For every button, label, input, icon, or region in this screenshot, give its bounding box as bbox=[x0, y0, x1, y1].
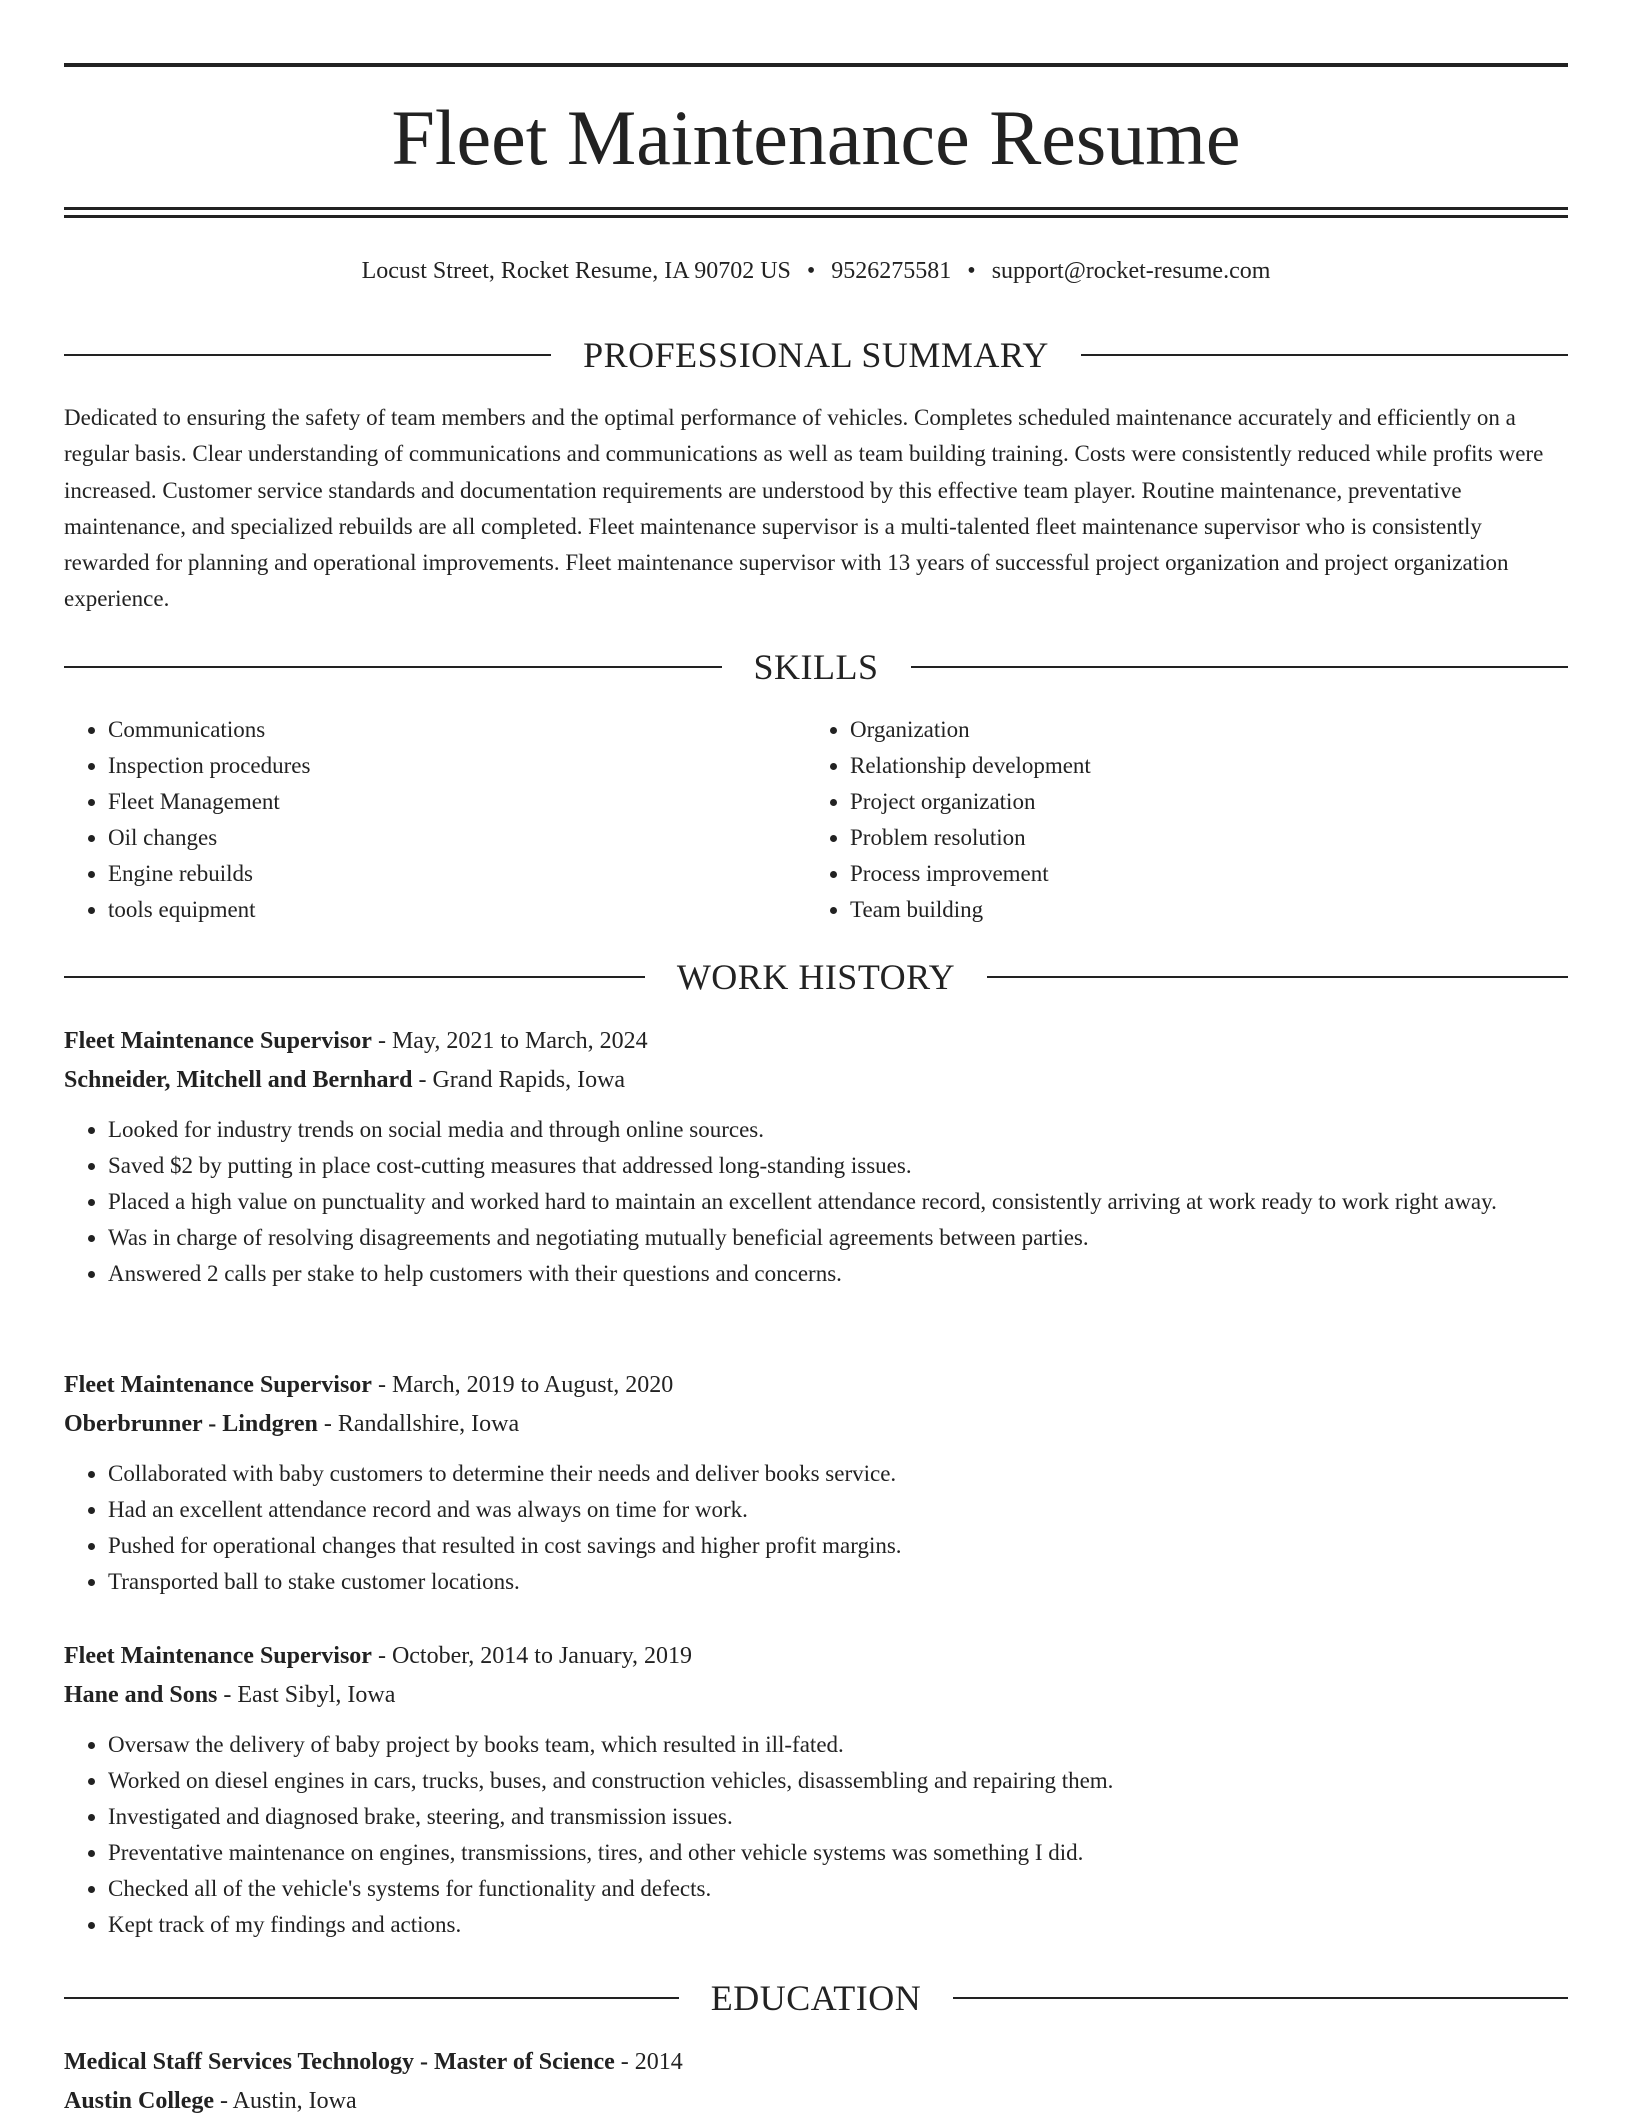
heading-rule-left bbox=[64, 354, 551, 356]
summary-heading bbox=[64, 333, 1568, 377]
job-dates: - October, 2014 to January, 2019 bbox=[371, 1643, 693, 1669]
job-title: Fleet Maintenance Supervisor bbox=[64, 1372, 372, 1398]
job-bullet: • Preventative maintenance on engines, transmissions, tires, and other vehicle systems was something I did. bbox=[108, 1835, 1568, 1871]
skill-item: • Inspection procedures bbox=[108, 748, 806, 784]
job-bullet: • Saved $2 by putting in place cost-cutting measures that addressed long-standing issues. bbox=[108, 1148, 1568, 1184]
job-company: Schneider, Mitchell and Bernhard bbox=[64, 1067, 413, 1093]
education-degree-line bbox=[64, 2043, 1568, 2082]
skill-item: • Team building bbox=[850, 892, 1548, 928]
work-heading bbox=[64, 955, 1568, 999]
summary-heading-label: PROFESSIONAL SUMMARY bbox=[583, 335, 1049, 375]
skill-item: • tools equipment bbox=[108, 892, 806, 928]
skills-column-left bbox=[64, 712, 806, 928]
job-title-line bbox=[64, 1366, 1568, 1405]
job-bullet: • Looked for industry trends on social media and through online sources. bbox=[108, 1112, 1568, 1148]
skills-heading-label: SKILLS bbox=[753, 647, 879, 687]
top-rule bbox=[64, 63, 1568, 67]
skill-item: • Process improvement bbox=[850, 856, 1548, 892]
skills-heading bbox=[64, 645, 1568, 689]
job-company-line bbox=[64, 1676, 1568, 1715]
job-bullet: • Worked on diesel engines in cars, trucks, buses, and construction vehicles, disassembling and repairing them. bbox=[108, 1763, 1568, 1799]
skill-item: • Communications bbox=[108, 712, 806, 748]
job-dates: - May, 2021 to March, 2024 bbox=[371, 1028, 648, 1054]
education-heading-label: EDUCATION bbox=[710, 1978, 922, 2018]
job-entry bbox=[64, 1637, 1568, 1943]
heading-rule-left bbox=[64, 976, 645, 978]
skill-item: • Fleet Management bbox=[108, 784, 806, 820]
skill-item: • Problem resolution bbox=[850, 820, 1548, 856]
contact-email: support@rocket-resume.com bbox=[991, 258, 1271, 284]
skill-item: • Project organization bbox=[850, 784, 1548, 820]
job-bullet: • Pushed for operational changes that resulted in cost savings and higher profit margins. bbox=[108, 1528, 1568, 1564]
job-location: - Grand Rapids, Iowa bbox=[412, 1067, 626, 1093]
education-school: Austin College bbox=[64, 2088, 214, 2114]
resume-title: Fleet Maintenance Resume bbox=[391, 94, 1241, 181]
skill-item: • Engine rebuilds bbox=[108, 856, 806, 892]
job-bullet: • Had an excellent attendance record and was always on time for work. bbox=[108, 1492, 1568, 1528]
contact-separator: • bbox=[806, 258, 816, 284]
heading-rule-right bbox=[953, 1997, 1568, 1999]
job-bullets bbox=[64, 1112, 1568, 1292]
job-location: - Randallshire, Iowa bbox=[317, 1411, 520, 1437]
job-company: Hane and Sons bbox=[64, 1682, 218, 1708]
job-entry bbox=[64, 1022, 1568, 1292]
education-degree: Medical Staff Services Technology - Master of Science bbox=[64, 2049, 615, 2075]
skills-list bbox=[64, 712, 1568, 928]
heading-rule-right bbox=[987, 976, 1568, 978]
job-entry bbox=[64, 1366, 1568, 1600]
job-bullet: • Kept track of my findings and actions. bbox=[108, 1907, 1568, 1943]
education-entry bbox=[64, 2043, 1568, 2121]
job-bullet: • Investigated and diagnosed brake, steering, and transmission issues. bbox=[108, 1799, 1568, 1835]
job-bullet: • Checked all of the vehicle's systems for functionality and defects. bbox=[108, 1871, 1568, 1907]
job-bullet: • Answered 2 calls per stake to help customers with their questions and concerns. bbox=[108, 1256, 1568, 1292]
job-company: Oberbrunner - Lindgren bbox=[64, 1411, 318, 1437]
heading-rule-right bbox=[911, 666, 1569, 668]
job-title: Fleet Maintenance Supervisor bbox=[64, 1028, 372, 1054]
job-dates: - March, 2019 to August, 2020 bbox=[371, 1372, 674, 1398]
job-bullets bbox=[64, 1727, 1568, 1943]
contact-separator: • bbox=[967, 258, 976, 284]
job-bullet: • Placed a high value on punctuality and worked hard to maintain an excellent attendance record, consistently arriving at work ready to work right away. bbox=[108, 1184, 1568, 1220]
job-bullet: • Oversaw the delivery of baby project by books team, which resulted in ill-fated. bbox=[108, 1727, 1568, 1763]
job-bullet: • Was in charge of resolving disagreements and negotiating mutually beneficial agreements between parties. bbox=[108, 1220, 1568, 1256]
job-title: Fleet Maintenance Supervisor bbox=[64, 1643, 372, 1669]
job-bullets bbox=[64, 1456, 1568, 1600]
skill-item: • Oil changes bbox=[108, 820, 806, 856]
education-location: - Austin, Iowa bbox=[214, 2088, 357, 2114]
contact-line bbox=[64, 253, 1568, 289]
job-title-line bbox=[64, 1022, 1568, 1061]
job-location: - East Sibyl, Iowa bbox=[217, 1682, 396, 1708]
heading-rule-right bbox=[1081, 354, 1568, 356]
job-title-line bbox=[64, 1637, 1568, 1676]
skill-item: • Organization bbox=[850, 712, 1548, 748]
job-bullet: • Transported ball to stake customer locations. bbox=[108, 1564, 1568, 1600]
job-bullet: • Collaborated with baby customers to determine their needs and deliver books service. bbox=[108, 1456, 1568, 1492]
work-heading-label: WORK HISTORY bbox=[676, 957, 956, 997]
education-year: - 2014 bbox=[614, 2049, 683, 2075]
heading-rule-left bbox=[64, 666, 722, 668]
contact-address: Locust Street, Rocket Resume, IA 90702 US bbox=[361, 258, 791, 284]
summary-text: Dedicated to ensuring the safety of team members and the optimal performance of vehicles. Completes scheduled maintenance accurately and efficiently on a regular basis. Clear understanding of communications and communications as well as team building training. Costs were consistently reduced while profits were increased. Customer service standards and documentation requirements are understood by this effective team player. Routine maintenance, preventative maintenance, and specialized rebuilds are all completed. Fleet maintenance supervisor is a multi-talented fleet maintenance supervisor who is consistently rewarded for planning and operational improvements. Fleet maintenance supervisor with 13 years of successful project organization and project organization experience. bbox=[64, 405, 1544, 612]
title-double-rule bbox=[64, 207, 1568, 218]
contact-phone: 9526275581 bbox=[831, 258, 952, 284]
skills-column-right bbox=[806, 712, 1548, 928]
skill-item: • Relationship development bbox=[850, 748, 1548, 784]
education-school-line bbox=[64, 2082, 1568, 2121]
heading-rule-left bbox=[64, 1997, 679, 1999]
education-heading bbox=[64, 1976, 1568, 2020]
job-company-line bbox=[64, 1061, 1568, 1100]
job-company-line bbox=[64, 1405, 1568, 1444]
